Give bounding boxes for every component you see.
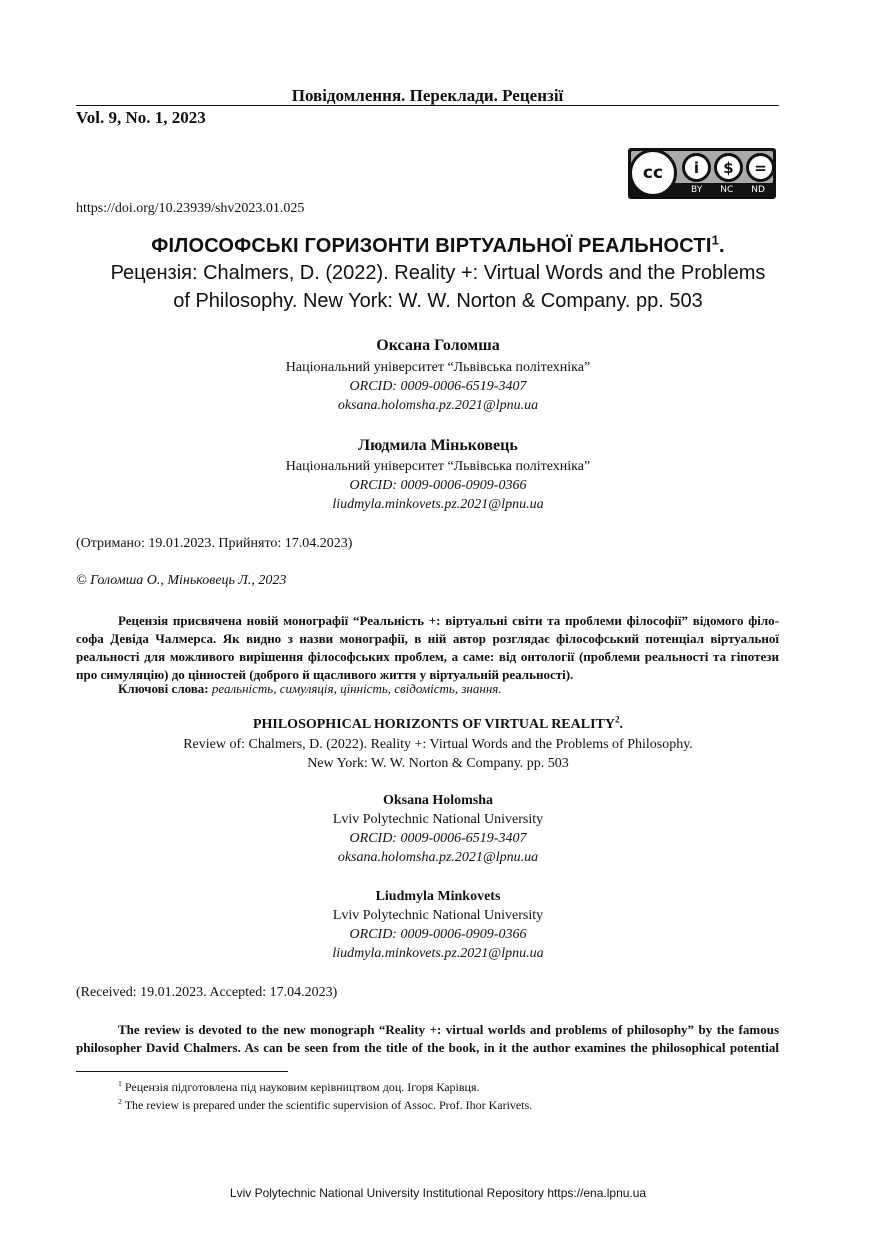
author-email[interactable]: oksana.holomsha.pz.2021@lpnu.ua (337, 398, 539, 413)
title-text: PHILOSOPHICAL HORIZONTS OF VIRTUAL REALITY (252, 717, 615, 732)
author-orcid: ORCID: 0009-0006-0909-0366 (349, 927, 527, 942)
title-text: ФІЛОСОФСЬКІ ГОРИЗОНТИ ВІРТУАЛЬНОЇ РЕАЛЬНОСТІ (151, 235, 712, 257)
abstract-en (76, 1021, 779, 1057)
attribution-icon: i (682, 153, 711, 182)
footnote-mark: 1 (118, 1079, 122, 1088)
abstract-line: philosopher David Chalmers. As can be seen from the title of the book, in it the author examines the philosophical potential (76, 1040, 779, 1055)
footnote-mark: 2 (118, 1097, 122, 1106)
author-orcid: ORCID: 0009-0006-6519-3407 (349, 379, 527, 394)
volume-info: Vol. 9, No. 1, 2023 (76, 108, 206, 127)
license-label-nc: NC (720, 185, 734, 195)
subtitle-en-line-2: New York: W. W. Norton & Company. pp. 503 (307, 756, 569, 771)
author-name: Liudmyla Minkovets (375, 889, 501, 904)
title-end: . (719, 235, 725, 257)
footnote (118, 1080, 480, 1095)
author-affiliation: Lviv Polytechnic National University (332, 812, 544, 827)
noderivatives-icon: = (746, 153, 775, 182)
author-affiliation: Національний університет “Львівська політехніка” (285, 459, 591, 474)
header-rule (76, 105, 779, 106)
footnote (118, 1098, 532, 1113)
abstract-line: про симуляцію) до цінностей (доброго й щасливого життя у віртуальній реальності). (76, 667, 574, 682)
subtitle-en-line-1: Review of: Chalmers, D. (2022). Reality +: Virtual Words and the Problems of Philosophy. (183, 737, 693, 752)
article-title-en (0, 714, 876, 733)
copyright-notice: © Голомша О., Міньковець Л., 2023 (76, 573, 287, 588)
footnote-separator (76, 1071, 288, 1072)
abstract-line: реальності для можливого вирішення філософських проблем, а саме: від онтології (проблеми реальності та гіпотези (76, 649, 779, 664)
author-name: Оксана Голомша (376, 337, 500, 354)
subtitle-ua-line-2: of Philosophy. New York: W. W. Norton & Company. pp. 503 (173, 290, 703, 312)
keywords-label: Ключові слова: (118, 681, 209, 696)
author-orcid: ORCID: 0009-0006-6519-3407 (349, 831, 527, 846)
doi-link[interactable]: https://doi.org/10.23939/shv2023.01.025 (76, 201, 305, 216)
abstract-ua (76, 612, 779, 684)
received-date-en: (Received: 19.01.2023. Accepted: 17.04.2023) (76, 985, 338, 1000)
license-label-by: BY (691, 185, 703, 195)
footnote-text: Рецензія підготовлена під науковим керівництвом доц. Ігоря Карівця. (124, 1080, 480, 1094)
abstract-line: софа Девіда Чалмерса. Як видно з назви монографії, в ній автор розглядає філософський потенціал віртуальної (76, 631, 779, 646)
abstract-line: Рецензія присвячена новій монографії “Реальність +: віртуальні світи та проблеми філософії” відомого філо- (118, 613, 779, 628)
author-email[interactable]: liudmyla.minkovets.pz.2021@lpnu.ua (332, 946, 544, 961)
footnote-text: The review is prepared under the scientific supervision of Assoc. Prof. Ihor Karivets. (124, 1098, 533, 1112)
repository-footer[interactable]: Lviv Polytechnic National University Institutional Repository https://ena.lpnu.ua (229, 1186, 647, 1200)
journal-section-title: Повідомлення. Переклади. Рецензії (291, 86, 564, 105)
title-end: . (619, 717, 624, 732)
author-orcid: ORCID: 0009-0006-0909-0366 (349, 478, 527, 493)
subtitle-ua-line-1: Рецензія: Chalmers, D. (2022). Reality +: Virtual Words and the Problems (110, 262, 766, 284)
cc-by-nc-nd-icon[interactable] (628, 148, 776, 199)
footnote-ref-2[interactable]: 2 (614, 714, 620, 725)
keywords (118, 681, 502, 697)
abstract-line: The review is devoted to the new monograph “Reality +: virtual worlds and problems of philosophy” by the famous (118, 1022, 779, 1037)
cc-logo-icon: cc (629, 149, 677, 197)
keywords-list: реальність, симуляція, цінність, свідомість, знання. (211, 681, 502, 696)
author-name: Oksana Holomsha (382, 793, 494, 808)
noncommercial-icon: $ (714, 153, 743, 182)
author-email[interactable]: oksana.holomsha.pz.2021@lpnu.ua (337, 850, 539, 865)
author-affiliation: Національний університет “Львівська політехніка” (285, 360, 591, 375)
received-date-ua: (Отримано: 19.01.2023. Прийнято: 17.04.2023) (76, 536, 353, 551)
author-name: Людмила Міньковець (358, 437, 518, 454)
article-title-ua (0, 232, 876, 258)
footnote-ref-1[interactable]: 1 (711, 232, 720, 248)
license-label-nd: ND (751, 185, 765, 195)
author-email[interactable]: liudmyla.minkovets.pz.2021@lpnu.ua (332, 497, 544, 512)
author-affiliation: Lviv Polytechnic National University (332, 908, 544, 923)
